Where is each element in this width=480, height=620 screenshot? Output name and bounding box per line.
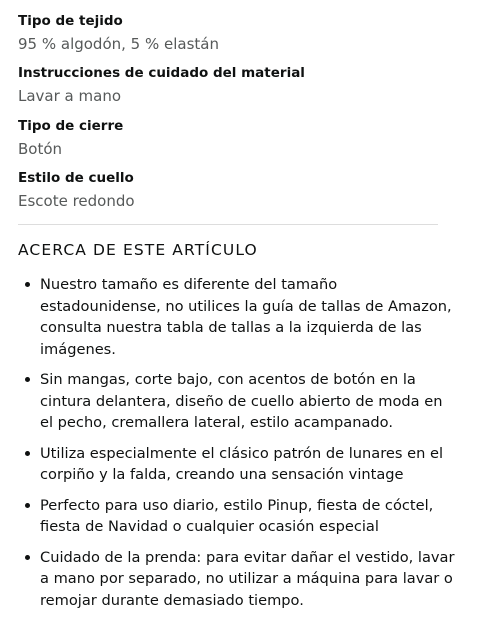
about-section-title: ACERCA DE ESTE ARTÍCULO bbox=[18, 241, 258, 259]
bullet-text: Nuestro tamaño es diferente del tamaño estadounidense, no utilices la guía de tallas de Amazon, consulta nuestra tabla de tallas a la izquierda de las imágenes. bbox=[40, 276, 452, 358]
spec-label: Tipo de cierre bbox=[18, 118, 124, 134]
spec-label: Instrucciones de cuidado del material bbox=[18, 65, 305, 81]
spec-care-instructions bbox=[18, 64, 305, 106]
spec-value: Lavar a mano bbox=[18, 87, 122, 105]
bullet-text: Sin mangas, corte bajo, con acentos de botón en la cintura delantera, diseño de cuello abierto de moda en el pecho, cremallera lateral, estilo acampanado. bbox=[40, 371, 443, 431]
spec-value: Botón bbox=[18, 140, 63, 158]
bullet-icon bbox=[25, 282, 30, 287]
about-bullet-list bbox=[18, 274, 458, 620]
bullet-text: Utiliza especialmente el clásico patrón de lunares en el corpiño y la falda, creando una sensación vintage bbox=[40, 444, 444, 483]
bullet-text: Perfecto para uso diario, estilo Pinup, fiesta de cóctel, fiesta de Navidad o cualquier ocasión especial bbox=[40, 496, 434, 535]
spec-fabric-type bbox=[18, 12, 219, 54]
spec-value: Escote redondo bbox=[18, 192, 135, 210]
list-item bbox=[18, 369, 458, 434]
bullet-icon bbox=[25, 451, 30, 456]
spec-value: 95 % algodón, 5 % elastán bbox=[18, 35, 219, 53]
list-item bbox=[18, 274, 458, 360]
spec-label: Estilo de cuello bbox=[18, 170, 134, 186]
bullet-icon bbox=[25, 377, 30, 382]
bullet-icon bbox=[25, 503, 30, 508]
spec-closure-type bbox=[18, 117, 123, 159]
bullet-icon bbox=[25, 555, 30, 560]
spec-label: Tipo de tejido bbox=[18, 13, 123, 29]
list-item bbox=[18, 547, 458, 612]
bullet-text: Cuidado de la prenda: para evitar dañar el vestido, lavar a mano por separado, no utilizar a máquina para lavar o remojar durante demasiado tiempo. bbox=[40, 548, 455, 609]
section-divider bbox=[18, 224, 438, 225]
list-item bbox=[18, 443, 458, 486]
spec-neck-style bbox=[18, 169, 135, 211]
list-item bbox=[18, 495, 458, 538]
